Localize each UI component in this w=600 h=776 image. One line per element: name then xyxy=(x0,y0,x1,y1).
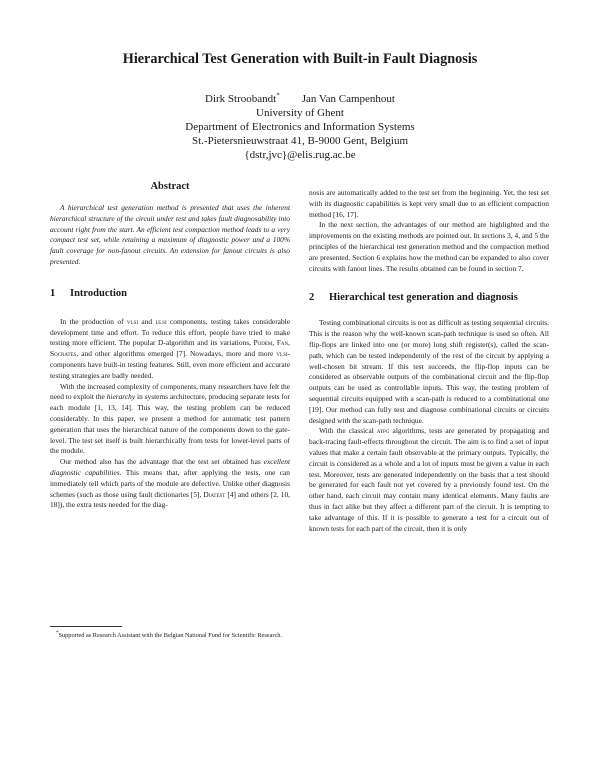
author-2: Jan Van Campenhout xyxy=(301,93,395,105)
footnote xyxy=(50,626,290,641)
section-2-number: 2 xyxy=(309,292,315,304)
intro-paragraph-1: In the production of vlsi and ulsi components, testing takes considerable development time and effort. To reduce this effort, people have tried to make testing more efficient. The popular D-algorithm and its variations, Podem, Fan, Socrates, and other algorithms emerged [7]. Nowadays, more and more vlsi-components have built-in testing features. Still, even more efficient and accurate testing strategies are badly needed. xyxy=(50,316,291,380)
footnote-rule xyxy=(50,626,122,627)
section-2-paragraph-1: Testing combinational circuits is not as difficult as testing sequential circuits. This is the reason why the well-known scan-path technique is used so often. All flip-flops are linked into one (or more) long shift register(s), called the scan-path, which can be tested independently of the rest of the circuit by applying a well-chosen bit stream. If this test succeeds, the flip-flop inputs can be considered as observable outputs of the combinational circuit and the flip-flop outputs can be used as controllable inputs. This way, the testing problem of sequential circuits equipped with a scan-path is reduced to a combinational one [19]. Our method can fully test and diagnose combinational circuits or circuits designed with the scan-path technique. xyxy=(309,318,549,425)
section-1-number: 1 xyxy=(50,287,56,299)
affiliation-email: {dstr,jvc}@elis.rug.ac.be xyxy=(244,149,356,161)
author-1-footnote-mark: * xyxy=(276,91,280,100)
author-1 xyxy=(205,92,280,106)
affiliation-department: Department of Electronics and Information Systems xyxy=(185,121,415,133)
author-names xyxy=(100,92,500,106)
abstract-text: A hierarchical test generation method is presented that uses the inherent hierarchical structure of the circuit under test and takes fault diagnosability into account right from the start. An efficient test compaction method leads to a very compact test set, while retaining a maximum of diagnostic power and a 100% fault coverage for non-fanout circuits. An extension for fanout circuits is also presented. xyxy=(50,203,290,266)
affiliation-address: St.-Pietersnieuwstraat 41, B-9000 Gent, Belgium xyxy=(192,135,408,147)
paper-title: Hierarchical Test Generation with Built-in Fault Diagnosis xyxy=(122,51,478,67)
continued-paragraph: nosis are automatically added to the test set from the beginning. Yet, the test set with its diagnostic capabilities is kept very small due to an efficient compaction method [16, 17]. xyxy=(309,188,549,219)
section-1-heading xyxy=(50,287,290,300)
section-2-title: Hierarchical test generation and diagnosis xyxy=(329,292,518,304)
overview-paragraph: In the next section, the advantages of our method are highlighted and the improvements on the existing methods are pointed out. In sections 3, 4, and 5 the principles of the hierarchical test generation method and the compaction method are presented. Section 6 explains how the method can be expanded to also cover circuits with fanout lines. The results obtained can be found in section 7. xyxy=(309,220,549,273)
affiliation-university: University of Ghent xyxy=(256,107,344,119)
section-2-heading xyxy=(309,291,549,304)
footnote-text: *Supported as Research Assistant with the Belgian National Fund for Scientific Research. xyxy=(56,631,282,640)
section-1-title: Introduction xyxy=(70,287,127,299)
intro-paragraph-3: Our method also has the advantage that the test set obtained has excellent diagnostic capabilities. This means that, after applying the tests, one can immediately tell which parts of the module are defective. Unlike other diagnosis schemes (such as those using fault dictionaries [5], Diatest [4] and others [2, 10, 18]), the extra tests needed for the diag- xyxy=(50,457,290,510)
author-1-name: Dirk Stroobandt xyxy=(205,93,277,105)
abstract-heading: Abstract xyxy=(150,181,190,192)
intro-paragraph-2: With the increased complexity of components, many researchers have felt the need to exploit the hierarchy in systems architecture, producing separate tests for each module [1, 13, 14]. This way, the testing problem can be reduced considerably. In this paper, we present a method for automatic test pattern generation that uses the hierarchical nature of the components down to the gate-level. The test set itself is built hierarchically from tests for lower-level parts of the module. xyxy=(50,381,290,456)
section-2-paragraph-2: With the classical atpg algorithms, tests are generated by propagating and back-tracing fault-effects throughout the circuit. The aim is to find a set of input values that make a certain fault observable at the primary outputs. Typically, the circuit is considered as a whole and a lot of inputs must be given a value in each test. Moreover, tests are generated independently on the basis that a test should be generated for each fault not yet covered by a previously found test. On the other hand, each circuit may contain many identical elements. Many faults are thus in fact alike but they affect a different part of the circuit. It is tempting to take advantage of this. If it is possible to generate a test for a circuit out of known tests for each part of the circuit, then it is only xyxy=(309,426,550,533)
author-block xyxy=(100,92,500,162)
right-column xyxy=(309,188,549,534)
left-column xyxy=(50,180,290,511)
